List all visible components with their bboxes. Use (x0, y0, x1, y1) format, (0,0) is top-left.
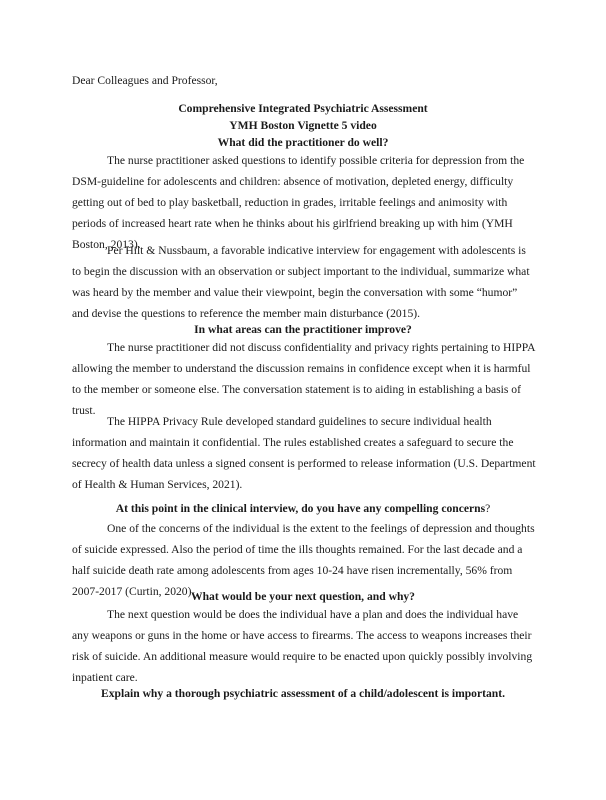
heading-did-well: What did the practitioner do well? (217, 136, 389, 149)
heading-concerns-mark: ? (485, 502, 491, 515)
title-line-2: YMH Boston Vignette 5 video (229, 119, 377, 132)
heading-concerns-text: At this point in the clinical interview, do you have any compelling concerns (115, 502, 486, 515)
paragraph-improve-1: The nurse practitioner did not discuss confidentiality and privacy rights pertaining to HIPPA allowing the member to understand the discussion remains in confidence except when it is harmful to the member or someone else. The conversation statement is to aiding in establishing a basis of trust. (72, 341, 535, 417)
paragraph-improve-2: The HIPPA Privacy Rule developed standard guidelines to secure individual health information and maintain it confidential. The rules established creates a safeguard to secure the secrecy of health data unless a signed consent is performed to release information (U.S. Department of Health & Human Services, 2021). (72, 415, 536, 491)
title-line-1: Comprehensive Integrated Psychiatric Assessment (178, 102, 428, 115)
greeting: Dear Colleagues and Professor, (72, 74, 218, 87)
heading-next-question: What would be your next question, and why? (191, 590, 415, 603)
paragraph-did-well-1: The nurse practitioner asked questions to identify possible criteria for depression from the DSM-guideline for adolescents and children: absence of motivation, depleted energy, difficulty getting out of bed to play basketball, reduction in grades, irritable feelings and animosity with periods of increased heart rate when he thinks about his girlfriend breaking up with him (YMH Boston, 2013). (72, 154, 525, 251)
heading-improve: In what areas can the practitioner improve? (194, 323, 412, 336)
paragraph-concerns: One of the concerns of the individual is the extent to the feelings of depression and thoughts of suicide expressed. Also the period of time the ills thoughts remained. For the last decade and a half suicide death rate among adolescents from ages 10-24 have risen incrementally, 56% from 2007-2017 (Curtin, 2020). (72, 522, 535, 598)
heading-concerns (72, 498, 534, 519)
paragraph-did-well-2: Per Hilt & Nussbaum, a favorable indicative interview for engagement with adolescents is to begin the discussion with an observation or subject important to the individual, summarize what was heard by the member and value their viewpoint, begin the conversation with some “humor” and devise the questions to reference the member main disturbance (2015). (72, 244, 530, 320)
paragraph-next-question: The next question would be does the individual have a plan and does the individual have any weapons or guns in the home or have access to firearms. The access to weapons increases their risk of suicide. An additional measure would require to be enacted upon quickly possibly involving inpatient care. (72, 608, 533, 684)
heading-explain: Explain why a thorough psychiatric assessment of a child/adolescent is important. (101, 687, 505, 700)
